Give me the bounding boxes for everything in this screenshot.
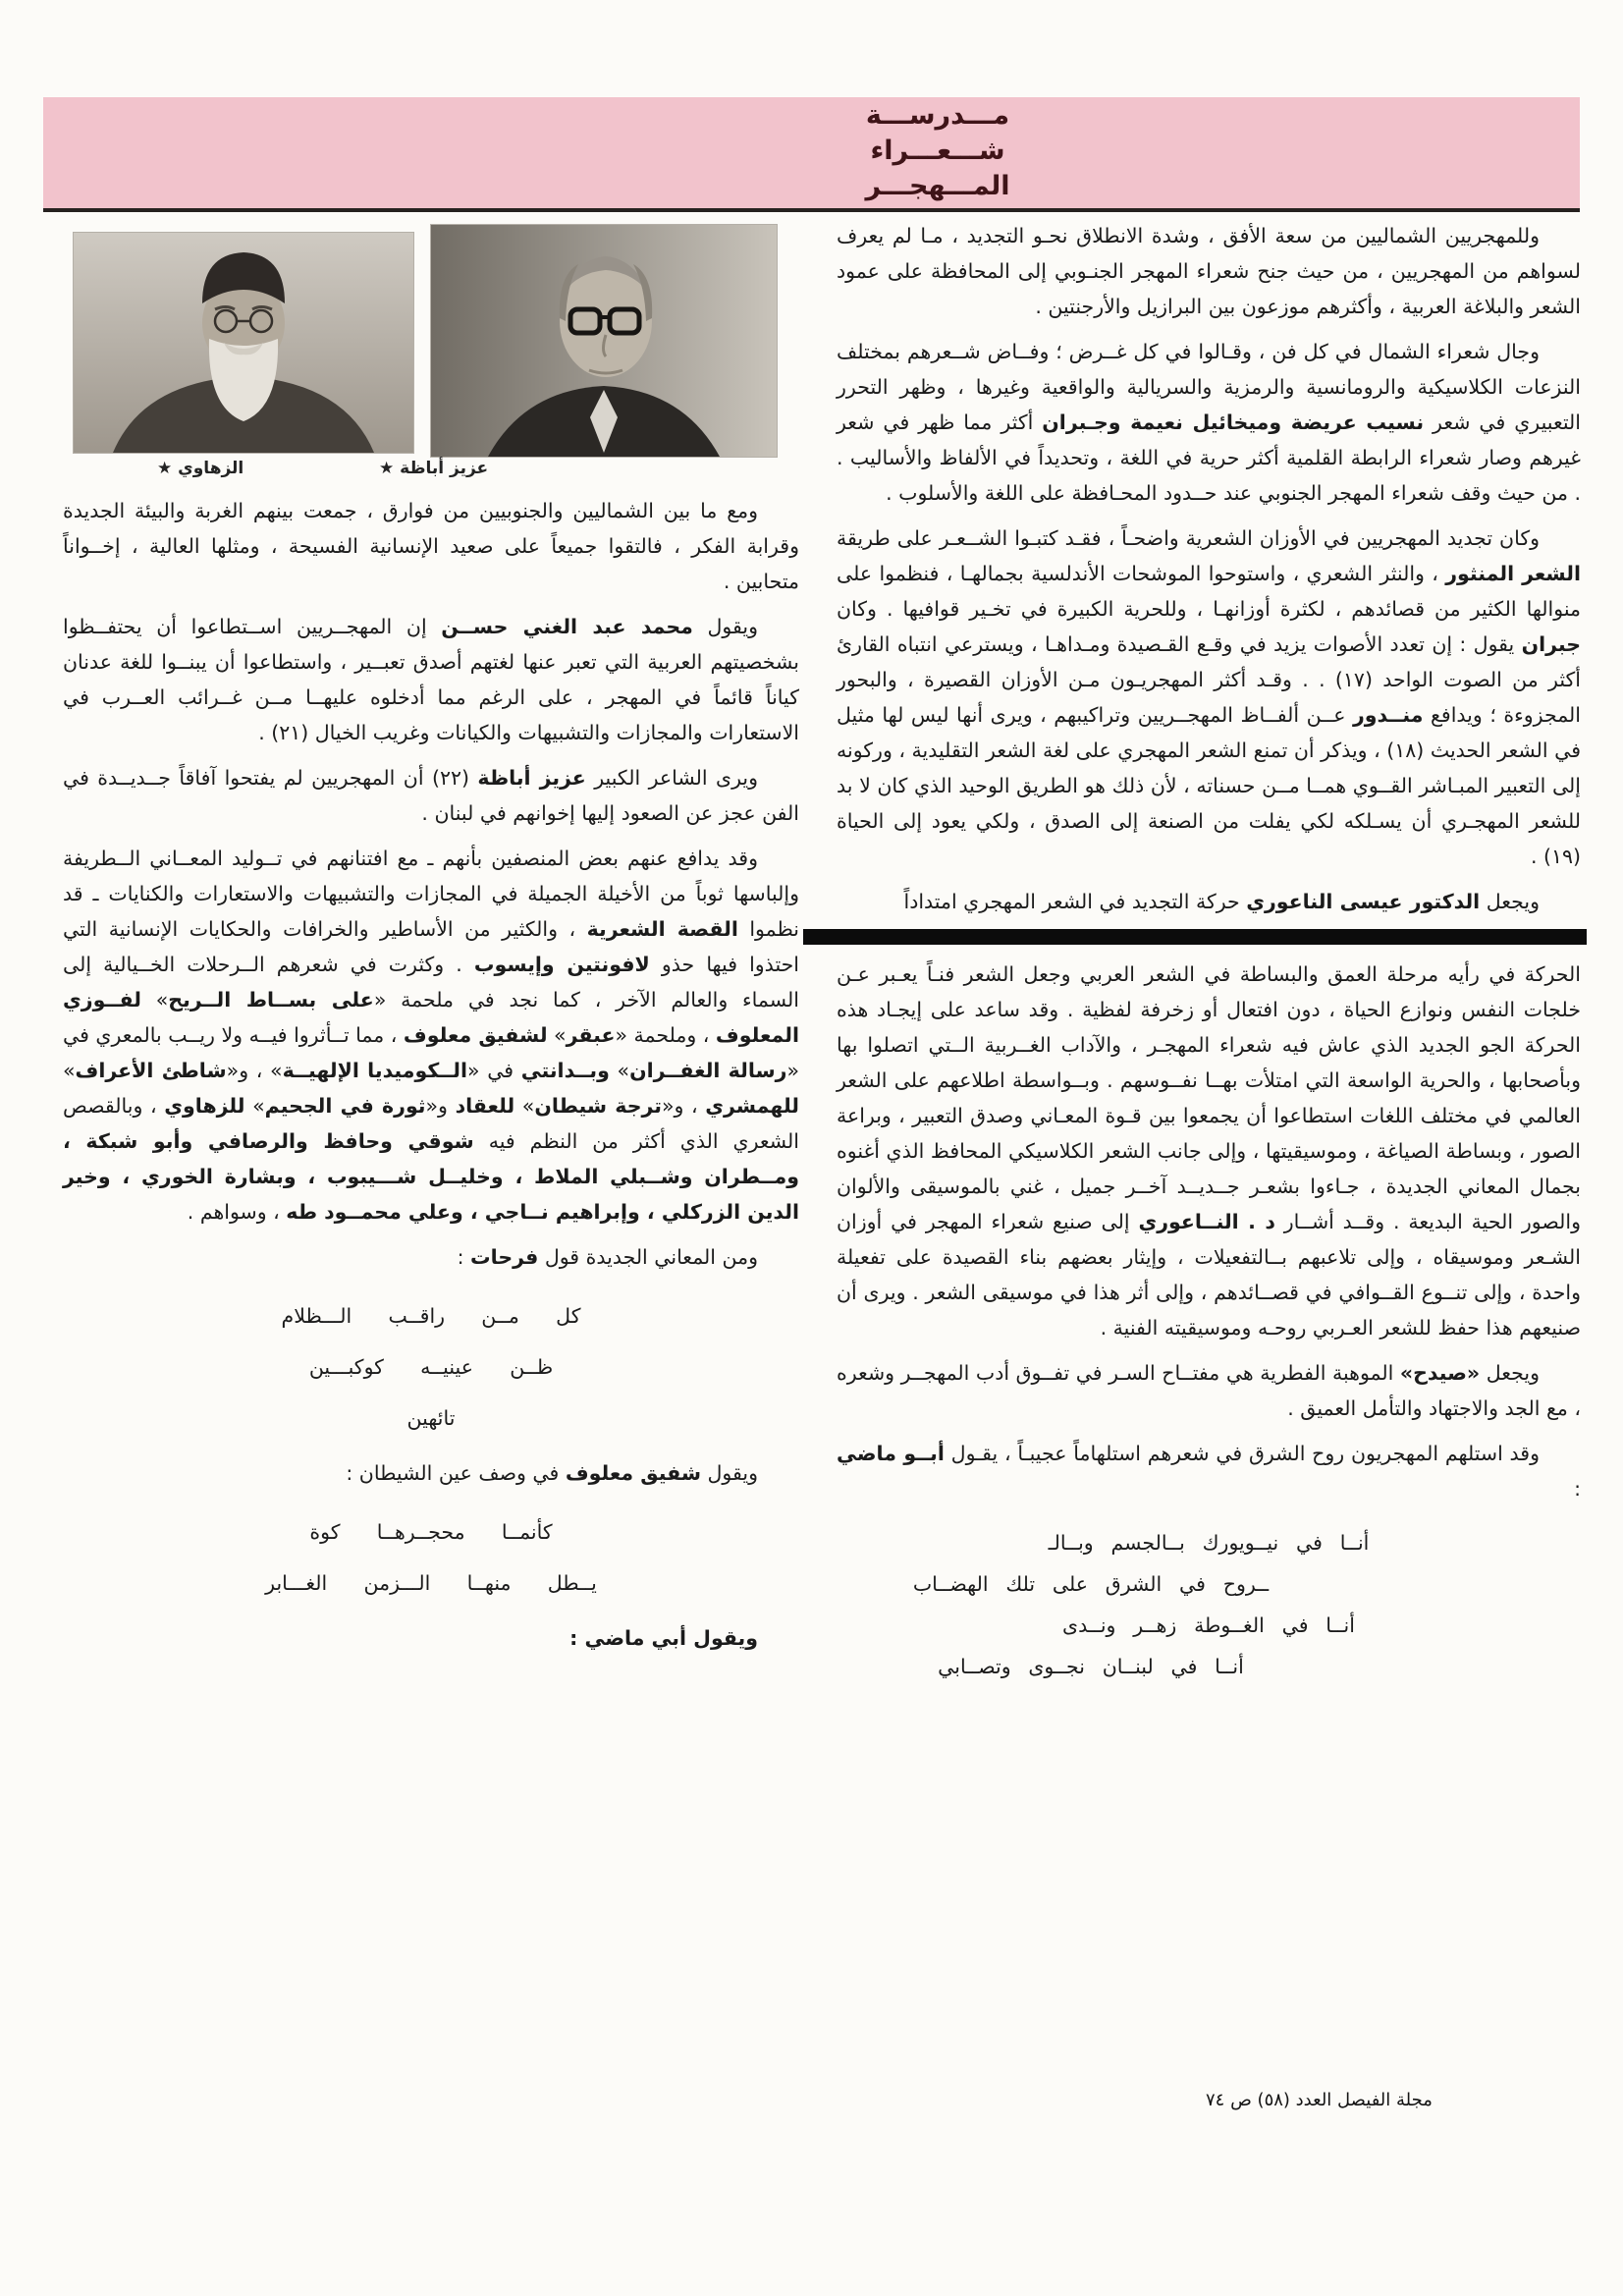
- paragraph: [837, 218, 1581, 324]
- body-text: . وكثرت في شعرهم الــرحلات الخــيالية إلى السماء والعالم الآخر ، كما نجد في ملحمة «: [63, 953, 799, 1011]
- emphasized-text: محمد عبد الغني حســن: [441, 615, 693, 638]
- emphasized-text: القصة الشعرية: [586, 917, 738, 941]
- emphasized-text: عزيز أباظة: [477, 766, 586, 790]
- body-text: ، والنثر الشعري ، واستوحوا الموشحات الأندلسية بجمالهـا ، فنظموا على منوالها الكثير من قصائدهم ، لكثرة أوزانهـا ، وللحرية الكبيرة في تخـير قوافيها . وكان: [837, 562, 1581, 621]
- body-text: »: [514, 1094, 535, 1118]
- photo-aziz-abaza: [430, 224, 778, 458]
- emphasized-text: عبقر: [566, 1023, 616, 1047]
- body-text: الموهبة الفطرية هي مفتــاح السـر في تفــوق أدب المهجــر وشعره ، مع الجد والاجتهاد والتأمل العميق .: [837, 1361, 1581, 1420]
- poem-line: كأنمــا محجــرهــا كوة: [309, 1520, 553, 1544]
- photo-al-zahawi: [73, 232, 414, 454]
- emphasized-text: شاطئ الأعراف: [75, 1059, 227, 1082]
- body-text: ومن المعاني الجديدة قول: [538, 1245, 758, 1269]
- poem: [63, 1506, 799, 1609]
- body-text: »: [140, 988, 169, 1011]
- body-text: ويقول: [692, 615, 758, 638]
- emphasized-text: «صيدح»: [1399, 1361, 1481, 1385]
- body-text: وكان تجديد المهجريين في الأوزان الشعرية واضحـاً ، فقـد كتبـوا الشــعـر على طريقة: [837, 526, 1540, 550]
- paragraph: [63, 493, 799, 599]
- body-text: إن المهجــريين اســتطاعوا أن يحتفــظوا بشخصيتهم العربية التي تعبر عنها لغتهم أصدق تعبــير ، واستطاعوا أن يبنــوا للغة عدنان كياناً قائماً في المهجر ، على الرغم مما أدخلوه عليهــا مــن غــرائب العــرب في الاستعارات والمجازات والتشبيهات والكيانات وغريب الخيال (٢١) .: [63, 615, 799, 744]
- poem-line: أنــا في الغــوطة زهــر ونــدى: [1062, 1613, 1355, 1637]
- body-text: :: [1574, 1477, 1581, 1501]
- column-right: [837, 218, 1581, 1699]
- body-text: :: [457, 1245, 471, 1269]
- emphasized-text: لشفيق معلوف: [403, 1023, 548, 1047]
- poem-line: ــروح في الشرق على تلك الهضــاب: [912, 1572, 1270, 1596]
- poem-line: يــطل منهــا الـــزمن الغـــابر: [265, 1571, 597, 1595]
- emphasized-text: ويقول أبي ماضي :: [569, 1626, 758, 1650]
- emphasized-text: منــدور: [1353, 703, 1424, 727]
- body-text: عــن ألفــاظ المهجــريين وتراكيبهم ، ويرى أنها ليس لها مثيل في الشعر الحديث (١٨) ، ويذكر أن تمنع الشعر المهجري على لغة الشعر التقليدية ، وركونه إلى التعبير المبـاشر القــوي همــا مــن حسناته ، لأن ذلك هو الطريق الوحيد الذي كان لا بد للشعر المهجـري أن يسـلكه لكي يفلت من الصنعة إلى الصدق ، ولكي يعود إلى الحياة (١٩) .: [837, 703, 1582, 868]
- portrait-al-zahawi-illustration: [74, 233, 413, 453]
- redaction-bar: [803, 929, 1587, 945]
- body-text: ويجعل: [1480, 1361, 1540, 1385]
- poem-line: تائهين: [406, 1406, 456, 1430]
- body-text: ، مما تــأثروا فيــه ولا ريــب بالمعري في «: [63, 1023, 800, 1082]
- paragraph: [63, 760, 799, 831]
- body-text: إلى صنيع شعراء المهجر في أوزان الشـعر وموسيقاه ، وإلى تلاعبهم بــالتفعيلات ، وإيثار بعضهم بناء القصيدة على تفعيلة واحدة ، وإلى تنــوع القــوافي في قصــائدهم ، وإلى أثر هذا في موسيقى الشعر . ويرى أن صنيعهم هذا حفظ للشعر العـربي روحـه وموسيقيته الفنية .: [837, 1210, 1581, 1339]
- body-text: ، والكثير من الأساطير والخرافات والحكايات الإنسانية التي احتذوا فيها حذو: [63, 917, 799, 976]
- body-text: »: [609, 1059, 630, 1082]
- body-text: ويجعل: [1480, 890, 1540, 913]
- body-text: ، وملحمة «: [615, 1023, 716, 1047]
- header-banner: [43, 97, 1580, 212]
- body-text: ومع ما بين الشماليين والجنوبيين من فوارق ، جمعت بينهم الغربة والبيئة الجديدة وقرابة الفكر ، فالتقوا جميعاً على صعيد الإنسانية الفسيحة ، ومثلها العالية ، إخــواناً متحابين .: [63, 499, 799, 593]
- body-text: أكثر مما ظهر في شعر غيرهم وصار شعراء الرابطة القلمية أكثر حرية في اللغة ، وتحديداً في الألفاظ والأساليب . . من حيث وقف شعراء المهجر الجنوبي عند حــدود المحـافظة على اللغة والأسلوب .: [837, 410, 1581, 505]
- poem: [837, 1522, 1581, 1687]
- body-text: و«: [425, 1094, 456, 1118]
- body-text: »: [63, 1059, 76, 1082]
- emphasized-text: شوقي وحافظ والرصافي وأبو شبكة ، ومــطران وشــبلي الملاط ، وخليــل شـــيبوب ، وبشارة الخوري ، وخير الدين الزركلي ، وإبراهيم نــاجي ، وعلي محمــود طه: [63, 1129, 799, 1224]
- body-text: وجال شعراء الشمال في كل فن ، وقـالوا في كل غــرض ؛ وفــاض شــعرهم بمختلف النزعات الكلاسيكية والرومانسية والرمزية والسريالية والواقعية وغيرها ، وظهر التحرر التعبيري في شعر: [837, 340, 1582, 434]
- emphasized-text: فرحات: [470, 1245, 539, 1269]
- title-line-2: شـــعـــراء: [870, 136, 1005, 166]
- emphasized-text: للعقاد: [455, 1094, 515, 1118]
- emphasized-text: الدكتور عيسى الناعوري: [1246, 890, 1481, 913]
- paragraph: [63, 841, 799, 1230]
- paragraph: [837, 1355, 1581, 1426]
- emphasized-text: ترجة شيطان: [534, 1094, 662, 1118]
- emphasized-text: جبران: [1521, 632, 1581, 656]
- body-text: وقد استلهم المهجريون روح الشرق في شعرهم استلهاماً عجيبـاً ، يقـول: [944, 1442, 1541, 1465]
- photo-caption-aziz-abaza: عزيز أباظة ★: [379, 459, 489, 478]
- emphasized-text: أبــو ماضي: [837, 1442, 945, 1465]
- emphasized-text: رسالة الغفــران: [629, 1059, 787, 1082]
- emphasized-text: الــكوميديا الإلهيــة: [282, 1059, 467, 1082]
- paragraph: [63, 1620, 799, 1656]
- emphasized-text: للزهاوي: [164, 1094, 245, 1118]
- body-text: وقد يدافع عنهم بعض المنصفين بأنهم ـ مع افتنانهم في تــوليد المعــاني الــطريفة وإلباسها ثوباً من الأخيلة الجميلة في المجازات والتشبيهات والاستعارات والكنايات ـ قد نظموا: [63, 847, 800, 941]
- poem-line: أنــا في لبنــان نجــوى وتصــابي: [938, 1655, 1244, 1678]
- emphasized-text: وبــدانتي: [520, 1059, 610, 1082]
- emphasized-text: لفــوزي المعلوف: [63, 988, 799, 1047]
- paragraph: [837, 520, 1581, 874]
- body-text: حركة التجديد في الشعر المهجري امتداداً: [903, 890, 1247, 913]
- body-text: في «: [467, 1059, 521, 1082]
- title-line-3: المـــهجـــر: [865, 171, 1010, 201]
- paragraph: [63, 1239, 799, 1275]
- body-text: في وصف عين الشيطان :: [346, 1461, 566, 1485]
- emphasized-text: د . النــاعوري: [1138, 1210, 1275, 1233]
- paragraph: [837, 957, 1581, 1345]
- body-text: ويرى الشاعر الكبير: [585, 766, 758, 790]
- poem-line: أنــا في نيــويورك بــالجسم وبــالـ: [1048, 1531, 1370, 1555]
- poem-line: ظــن عينيــه كوكبـــين: [308, 1355, 554, 1379]
- paragraph: [837, 334, 1581, 511]
- paragraph: [837, 884, 1581, 919]
- poem: [63, 1290, 799, 1444]
- body-text: ويقول: [701, 1461, 758, 1485]
- body-text: » ، و«: [226, 1059, 283, 1082]
- paragraph: [837, 1436, 1581, 1506]
- title-line-1: مـــدرســـة: [865, 100, 1010, 131]
- body-text: ، وسواهم .: [187, 1200, 287, 1224]
- page-title: [805, 98, 1070, 204]
- body-text: »: [244, 1094, 265, 1118]
- body-text: الحركة في رأيه مرحلة العمق والبساطة في الشعر العربي وجعل الشعر فنـاً يعـبر عـن خلجات النفس ونوازع الحياة ، دون افتعال أو زخرفة لفظية . وقد ساعد على إيجـاد هذه الحركة الجو الجديد الذي عاش فيه شعراء المهجـر ، والآداب الغــربية الــتي اتصلوا بها وبأصحابها ، والحرية الواسعة التي امتلأت بهــا نفــوسهم . وبــواسطة اطلاعهم على الشعر العالمي في مختلف اللغات استطاعوا أن يجمعوا بين قـوة المعـاني وصدق التعبير ، وبراعة الصور ، وبساطة الصياغة ، وموسيقيتها ، وإلى جانب الشعر الكلاسيكي المحافظ الذي أغنوه بجمال المعاني الجديدة ، جـاءوا بشعـر جــديــد آخــر جميل ، غني بالموسيقى والألوان والصور الحية البديعة . وقــد أشــار: [837, 962, 1581, 1233]
- column-left: [63, 493, 799, 1666]
- body-text: (٢٢) أن المهجريين لم يفتحوا آفاقاً جــديــدة في الفن عجز عن الصعود إليها إخوانهم في لبنان .: [63, 766, 799, 825]
- poem-line: كل مــن راقــب الـــظلام: [281, 1304, 581, 1328]
- emphasized-text: على بســاط الــريح: [168, 988, 374, 1011]
- photo-caption-al-zahawi: الزهاوي ★: [157, 459, 244, 478]
- body-text: ، وبالقصص الشعري الذي أكثر من النظم فيه: [63, 1094, 799, 1153]
- body-text: »: [547, 1023, 567, 1047]
- portrait-aziz-abaza-illustration: [431, 225, 777, 457]
- emphasized-text: للهمشري: [705, 1094, 800, 1118]
- body-text: يقول : إن تعدد الأصوات يزيد في وقـع القـصيدة ومـداهـا ، ويسترعي انتباه القارئ أكثر من الصوت الواحد (١٧) . . وقـد أكثر المهجريـون مـن الأوزان القصيرة ، والبحور المجزوءة ؛ ويدافع: [837, 632, 1581, 727]
- emphasized-text: الشعر المنثور: [1445, 562, 1581, 585]
- paragraph: [63, 609, 799, 750]
- body-text: وللمهجريين الشماليين من سعة الأفق ، وشدة الانطلاق نحـو التجديد ، مـا لم يعرف لسواهم من المهجريين ، من حيث جنح شعراء المهجر الجنـوبي إلى المحافظة على عمود الشعر والبلاغة العربية ، وأكثرهم موزعون بين البرازيل والأرجنتين .: [837, 224, 1581, 318]
- emphasized-text: شفيق معلوف: [565, 1461, 702, 1485]
- body-text: ، و«: [661, 1094, 706, 1118]
- page-footer: مجلة الفيصل العدد (٥٨) ص ٧٤: [1206, 2090, 1433, 2110]
- paragraph: [63, 1455, 799, 1491]
- emphasized-text: ثورة في الجحيم: [264, 1094, 426, 1118]
- emphasized-text: لافونتين وإيسوب: [473, 953, 650, 976]
- emphasized-text: نسيب عريضة وميخائيل نعيمة وجـبران: [1042, 410, 1425, 434]
